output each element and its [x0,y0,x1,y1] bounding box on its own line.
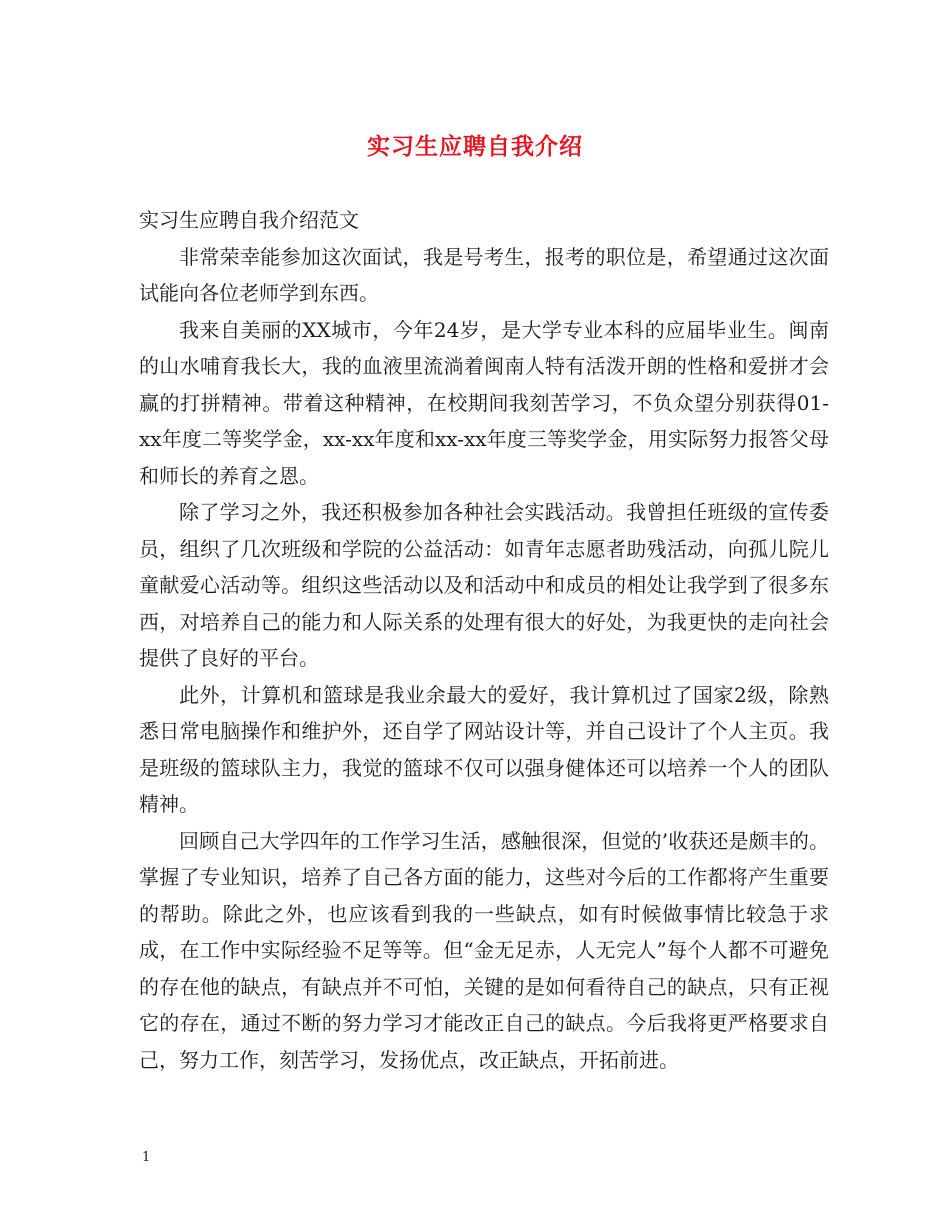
paragraph-1: 非常荣幸能参加这次面试，我是号考生，报考的职位是，希望通过这次面试能向各位老师学到东西。 [139,244,829,305]
paragraph-5: 回顾自己大学四年的工作学习生活，感触很深，但觉的’收获还是颇丰的。掌握了专业知识，培养了自己各方面的能力，这些对今后的工作都将产生重要的帮助。除此之外，也应该看到我的一些缺点，如有时候做事情比较急于求成，在工作中实际经验不足等等。但“金无足赤，人无完人”每个人都不可避免的存在他的缺点，有缺点并不可怕，关键的是如何看待自己的缺点，只有正视它的存在，通过不断的努力学习才能改正自己的缺点。今后我将更严格要求自己，努力工作，刻苦学习，发扬优点，改正缺点，开拓前进。 [139,828,829,1072]
document-title: 实习生应聘自我介绍 [367,133,583,160]
paragraph-4: 此外，计算机和篮球是我业余最大的爱好，我计算机过了国家2级，除熟悉日常电脑操作和维护外，还自学了网站设计等，并自己设计了个人主页。我是班级的篮球队主力，我觉的篮球不仅可以强身健体还可以培养一个人的团队精神。 [139,682,829,816]
page-number: 1 [142,1150,151,1165]
document-subtitle: 实习生应聘自我介绍范文 [139,208,359,232]
document-body [139,202,829,1078]
paragraph-3: 除了学习之外，我还积极参加各种社会实践活动。我曾担任班级的宣传委员，组织了几次班级和学院的公益活动：如青年志愿者助残活动，向孤儿院儿童献爱心活动等。组织这些活动以及和活动中和成员的相处让我学到了很多东西，对培养自己的能力和人际关系的处理有很大的好处，为我更快的走向社会提供了良好的平台。 [139,500,829,670]
paragraph-2: 我来自美丽的XX城市，今年24岁，是大学专业本科的应届毕业生。闽南的山水哺育我长大，我的血液里流淌着闽南人特有活泼开朗的性格和爱拼才会赢的打拼精神。带着这种精神，在校期间我刻苦学习，不负众望分别获得01-xx年度二等奖学金，xx-xx年度和xx-xx年度三等奖学金，用实际努力报答父母和师长的养育之恩。 [139,317,829,488]
